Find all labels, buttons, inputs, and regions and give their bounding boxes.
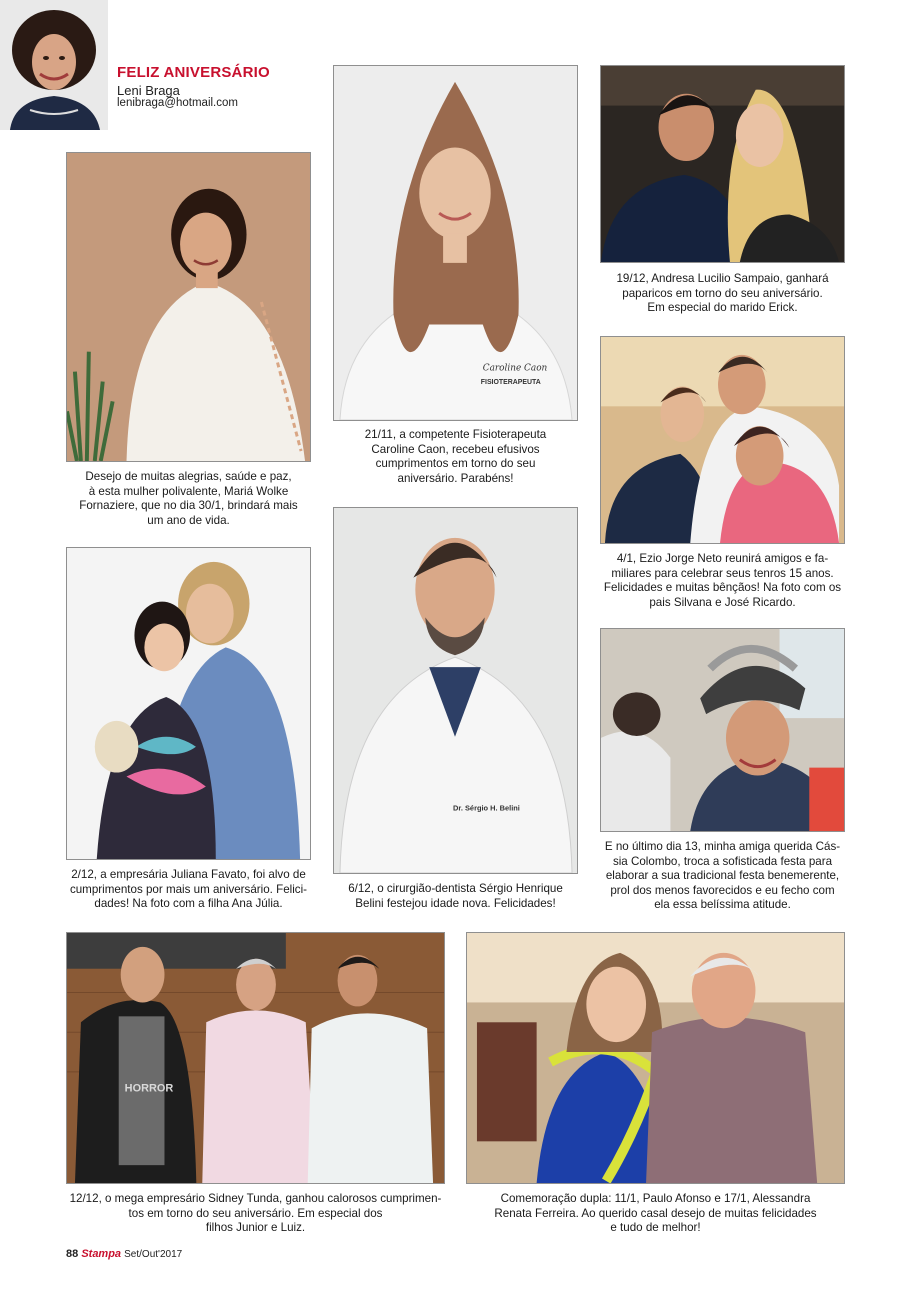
photo-andresa-illustration [601,66,844,262]
caption-andresa [600,272,845,316]
caption-line: tos em torno do seu aniversário. Em especial dos [128,1206,383,1220]
author-email: lenibraga@hotmail.com [117,97,238,109]
caption-line: 19/12, Andresa Lucilio Sampaio, ganhará [616,272,829,285]
caption-line: E no último dia 13, minha amiga querida Cás- [604,840,841,853]
caption-line: 12/12, o mega empresário Sidney Tunda, ganhou calorosos cumprimen- [69,1192,442,1205]
photo-andresa-sampaio [600,65,845,263]
photo-juliana-illustration [67,548,310,859]
photo-sergio-belini [333,507,578,874]
photo-cassia-illustration [601,629,844,831]
caption-line: ela essa belíssima atitude. [654,898,791,912]
caption-caroline [333,428,578,486]
caption-line: sia Colombo, troca a sofisticada festa para [612,854,833,868]
caption-line: um ano de vida. [147,513,230,527]
caption-line: 4/1, Ezio Jorge Neto reunirá amigos e fa- [616,552,829,565]
caption-line: filhos Junior e Luiz. [205,1221,306,1235]
caption-cassia [600,840,845,913]
issue-date: Set/Out'2017 [124,1249,183,1260]
photo-caroline-illustration [334,66,577,420]
photo-paulo-alessandra-illustration [467,933,844,1183]
photo-sergio-illustration [334,508,577,873]
author-portrait-illustration [0,0,108,130]
caption-juliana [66,868,311,912]
page-number: 88 [66,1248,79,1260]
page-footer [66,1248,182,1260]
caption-line: 21/11, a competente Fisioterapeuta [364,428,547,441]
caption-line: aniversário. Parabéns! [397,471,514,485]
caption-sidney [46,1192,465,1236]
photo-ezio-illustration [601,337,844,543]
caption-sergio [333,882,578,911]
caption-line: 2/12, a empresária Juliana Favato, foi alvo de [71,868,306,881]
photo-paulo-alessandra [466,932,845,1184]
caption-line: cumprimentos por mais um aniversário. Felici- [69,882,308,896]
caption-line: pais Silvana e José Ricardo. [649,595,796,609]
section-title: FELIZ ANIVERSÁRIO [117,64,270,81]
caption-line: e tudo de melhor! [610,1221,701,1235]
photo-sidney-illustration [67,933,444,1183]
caption-line: à esta mulher polivalente, Mariá Wolke [88,484,289,498]
caption-line: cumprimentos em torno do seu [375,457,536,471]
photo-maria-wolke [66,152,311,462]
caption-paulo [446,1192,865,1236]
magazine-name: Stampa [81,1248,122,1260]
coat-embroidered-title: FISIOTERAPEUTA [480,379,541,387]
photo-juliana-favato [66,547,311,860]
caption-line: miliares para celebrar seus tenros 15 anos. [611,566,834,580]
photo-cassia-colombo [600,628,845,832]
caption-maria [66,470,311,528]
author-portrait [0,0,108,130]
coat-embroidered-name: Caroline Caon [482,363,548,374]
shirt-print-text: HORROR [124,1082,174,1095]
author-name: Leni Braga [117,83,180,98]
caption-line: elaborar a sua tradicional festa benemerente, [605,869,840,883]
caption-ezio [600,552,845,610]
coat-embroidered-name: Dr. Sérgio H. Belini [453,803,520,813]
photo-maria-illustration [67,153,310,461]
caption-line: Renata Ferreira. Ao querido casal desejo de muitas felicidades [494,1206,817,1220]
caption-line: paparicos em torno do seu aniversário. [622,286,823,300]
caption-line: Belini festejou idade nova. Felicidades! [355,896,556,910]
caption-line: Caroline Caon, recebeu efusivos [371,442,540,456]
caption-line: Felicidades e muitas bênçãos! Na foto com os [603,581,842,595]
caption-line: Desejo de muitas alegrias, saúde e paz, [85,470,292,483]
caption-line: Comemoração dupla: 11/1, Paulo Afonso e 17/1, Alessandra [500,1192,811,1205]
caption-line: Fornaziere, que no dia 30/1, brindará mais [79,499,298,513]
photo-caroline-caon [333,65,578,421]
photo-sidney-tunda [66,932,445,1184]
caption-line: Em especial do marido Erick. [647,301,798,315]
caption-line: prol dos menos favorecidos e eu fecho com [610,883,835,897]
caption-line: 6/12, o cirurgião-dentista Sérgio Henrique [348,882,563,895]
caption-line: dades! Na foto com a filha Ana Júlia. [94,897,283,911]
photo-ezio-jorge-neto [600,336,845,544]
